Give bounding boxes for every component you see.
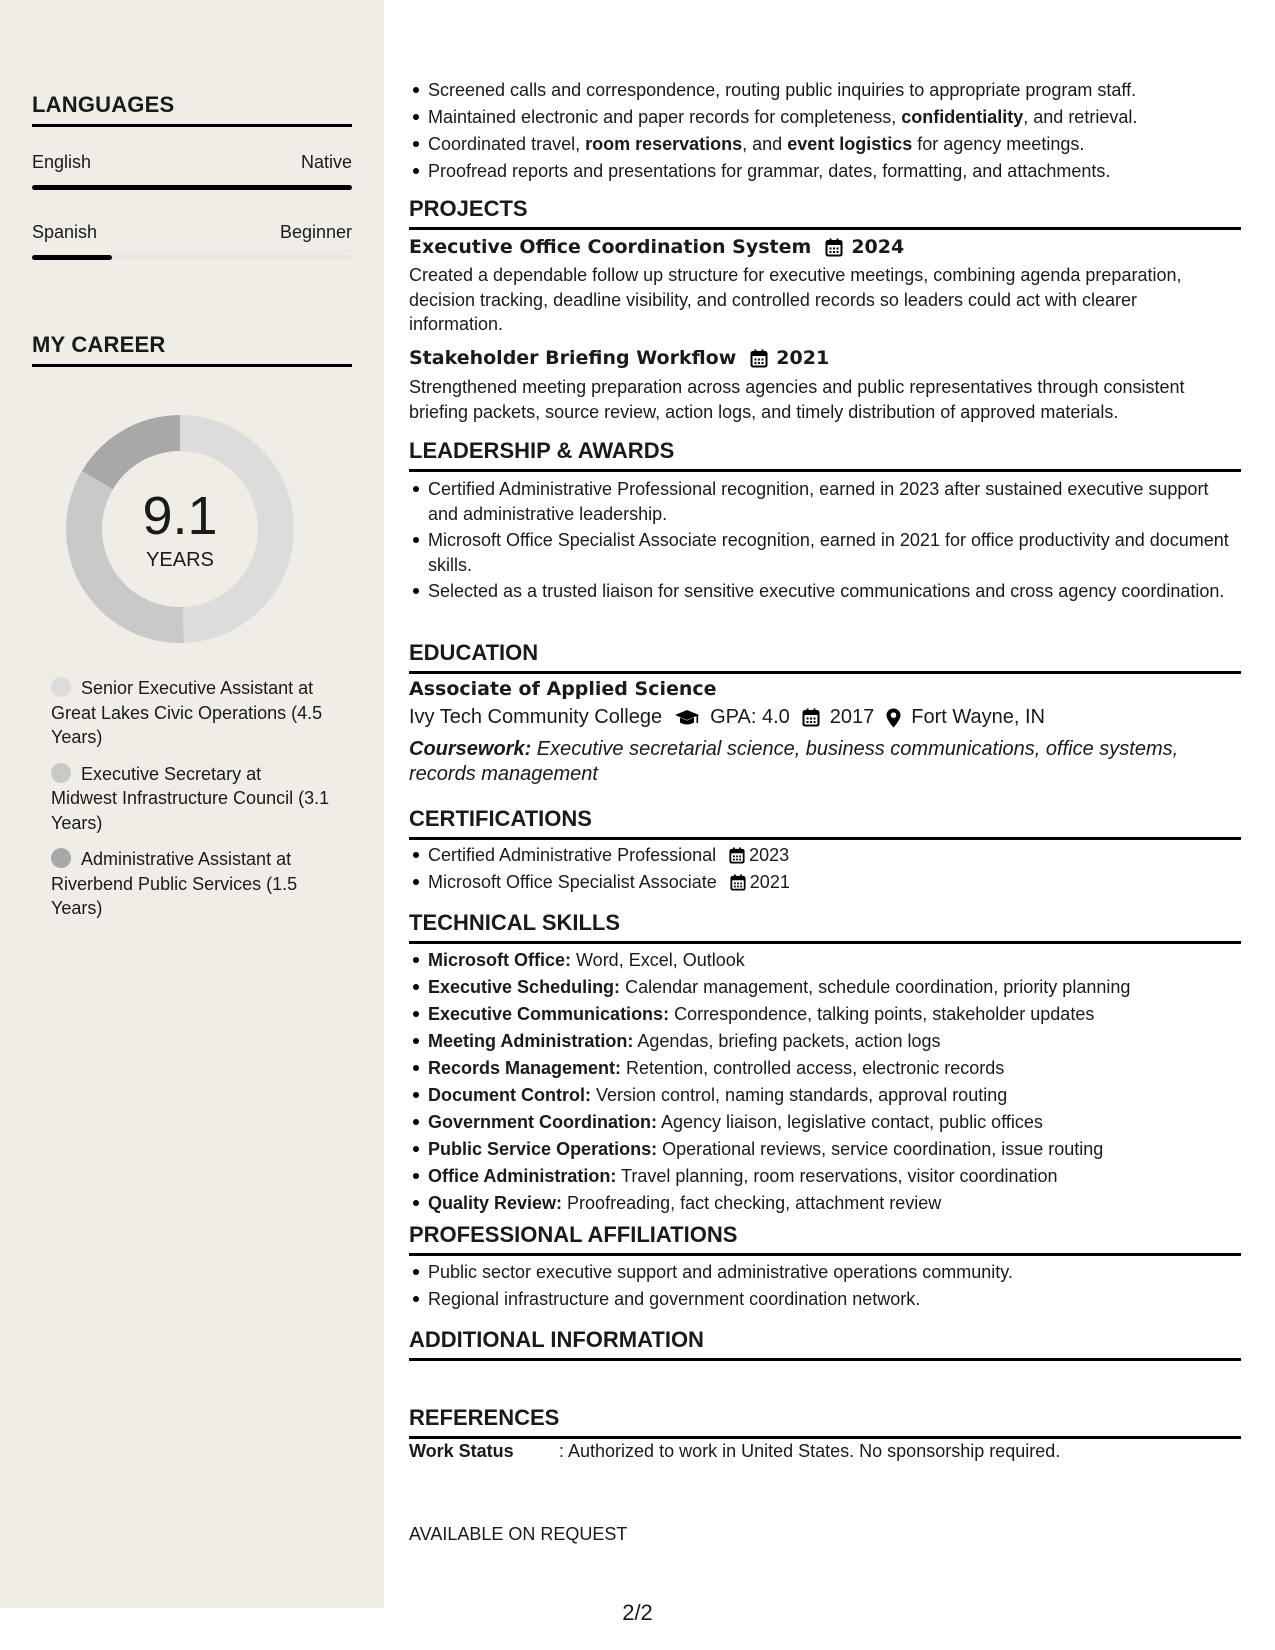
bold-text: Document Control: (428, 1085, 591, 1105)
language-proficiency-bar (32, 185, 352, 190)
career-item-text: Senior Executive Assistant at Great Lakes Civic Operations (4.5 Years) (51, 678, 323, 747)
bold-text: Public Service Operations: (428, 1139, 658, 1159)
career-total-years: 9.1 (142, 486, 218, 546)
career-item (51, 762, 331, 836)
skill-item (409, 1029, 1241, 1054)
text: Operational reviews, service coordination, issue routing (657, 1139, 1104, 1159)
list-item: Microsoft Office Specialist Associate recognition, earned in 2021 for office productivity and document skills. (409, 528, 1241, 577)
skill-item (409, 1164, 1241, 1189)
skills-heading: TECHNICAL SKILLS (409, 910, 1241, 944)
work-status-value: : Authorized to work in United States. No sponsorship required. (559, 1441, 1061, 1461)
languages-heading: LANGUAGES (32, 92, 352, 127)
text: Agency liaison, legislative contact, public offices (657, 1112, 1043, 1132)
calendar-icon (825, 238, 843, 257)
language-name: English (32, 152, 92, 172)
career-heading: MY CAREER (32, 332, 352, 367)
career-total-unit: YEARS (146, 549, 214, 571)
bold-text: event logistics (787, 134, 913, 154)
bold-text: Quality Review: (428, 1193, 563, 1213)
language-spanish (32, 222, 352, 260)
skill-item (409, 1191, 1241, 1216)
education-details (409, 706, 1045, 729)
degree-title: Associate of Applied Science (409, 678, 717, 700)
list-item (409, 843, 1241, 868)
certification-year: 2023 (749, 845, 790, 865)
list-item (409, 870, 1241, 895)
graduation-cap-icon (674, 709, 700, 727)
career-item-text: Executive Secretary at Midwest Infrastructure Council (3.1 Years) (51, 763, 330, 833)
calendar-icon (802, 708, 820, 727)
calendar-icon (730, 874, 746, 891)
skill-item (409, 975, 1241, 1000)
language-level: Native (300, 152, 352, 172)
project-title-row (409, 347, 829, 369)
career-legend-dot (51, 848, 71, 868)
career-section (32, 332, 352, 367)
page-number: 2/2 (622, 1600, 653, 1625)
list-item: Regional infrastructure and government coordination network. (409, 1287, 1241, 1312)
experience-bullets (409, 78, 1241, 186)
bold-text: Office Administration: (428, 1166, 617, 1186)
text: Proofread reports and presentations for grammar, dates, formatting, and attachments. (428, 161, 1111, 181)
list-item (409, 78, 1241, 103)
school-name: Ivy Tech Community College (409, 706, 663, 728)
location-pin-icon (886, 708, 901, 728)
project-description: Strengthened meeting preparation across agencies and public representatives through consistent briefing packets, source review, action logs, and timely distribution of approved materials. (409, 377, 1185, 422)
affiliations-list (409, 1260, 1241, 1314)
coursework-text: Executive secretarial science, business communications, office systems, records management (409, 738, 1179, 785)
career-legend-dot (51, 763, 71, 783)
career-list (51, 676, 331, 933)
list-item (409, 159, 1241, 184)
career-item (51, 676, 331, 750)
career-legend-dot (51, 677, 71, 697)
project-title: Executive Office Coordination System (409, 236, 812, 258)
bold-text: confidentiality (901, 107, 1024, 127)
certification-name: Certified Administrative Professional (428, 845, 717, 865)
bold-text: Records Management: (428, 1058, 622, 1078)
leadership-heading: LEADERSHIP & AWARDS (409, 438, 1241, 472)
school-location: Fort Wayne, IN (911, 706, 1045, 728)
calendar-icon (750, 349, 768, 368)
text: for agency meetings. (912, 134, 1085, 154)
languages-section (32, 92, 352, 127)
list-item: Public sector executive support and administrative operations community. (409, 1260, 1241, 1285)
text: Word, Excel, Outlook (571, 950, 745, 970)
text: Retention, controlled access, electronic records (621, 1058, 1005, 1078)
text: Screened calls and correspondence, routing public inquiries to appropriate program staff. (428, 80, 1137, 100)
project-year: 2024 (851, 236, 905, 258)
text: Calendar management, schedule coordination, priority planning (620, 977, 1131, 997)
coursework (409, 737, 1229, 787)
bold-text: Meeting Administration: (428, 1031, 634, 1051)
language-proficiency-fill (32, 185, 352, 190)
bold-text: Government Coordination: (428, 1112, 657, 1132)
projects-heading: PROJECTS (409, 196, 1241, 230)
calendar-icon (729, 847, 745, 864)
language-proficiency-bar (32, 255, 352, 260)
career-donut-chart (66, 415, 294, 643)
certification-name: Microsoft Office Specialist Associate (428, 872, 717, 892)
career-item (51, 847, 331, 921)
coursework-label: Coursework: (409, 738, 532, 760)
project-title: Stakeholder Briefing Workflow (409, 347, 737, 369)
bold-text: Microsoft Office: (428, 950, 572, 970)
certifications-heading: CERTIFICATIONS (409, 806, 1241, 840)
bold-text: Executive Scheduling: (428, 977, 621, 997)
affiliations-heading: PROFESSIONAL AFFILIATIONS (409, 1222, 1241, 1256)
list-item: Selected as a trusted liaison for sensitive executive communications and cross agency coordination. (409, 579, 1241, 604)
text: , and retrieval. (1023, 107, 1138, 127)
leadership-list (409, 477, 1241, 606)
language-level: Beginner (279, 222, 352, 242)
work-status-row (409, 1441, 1060, 1462)
additional-info-heading: ADDITIONAL INFORMATION (409, 1327, 1241, 1361)
skill-item (409, 1083, 1241, 1108)
list-item: Certified Administrative Professional recognition, earned in 2023 after sustained executive support and administrative leadership. (409, 477, 1241, 526)
text: Coordinated travel, (428, 134, 586, 154)
language-proficiency-fill (32, 255, 112, 260)
text: , and (742, 134, 788, 154)
text: Maintained electronic and paper records for completeness, (428, 107, 902, 127)
skill-item (409, 948, 1241, 973)
work-status-label: Work Status (409, 1441, 514, 1461)
skill-item (409, 1110, 1241, 1135)
skill-item (409, 1056, 1241, 1081)
skills-list (409, 948, 1241, 1218)
skill-item (409, 1137, 1241, 1162)
list-item (409, 132, 1241, 157)
text: Agendas, briefing packets, action logs (633, 1031, 941, 1051)
project-year: 2021 (776, 347, 830, 369)
gpa: GPA: 4.0 (710, 706, 790, 728)
language-english (32, 152, 352, 190)
bold-text: Executive Communications: (428, 1004, 670, 1024)
project-description: Created a dependable follow up structure for executive meetings, combining agenda preparation, decision tracking, deadline visibility, and controlled records so leaders could act with clearer information. (409, 265, 1182, 334)
education-heading: EDUCATION (409, 640, 1241, 674)
career-item-text: Administrative Assistant at Riverbend Public Services (1.5 Years) (51, 849, 298, 918)
language-name: Spanish (32, 222, 98, 242)
certifications-list (409, 843, 1241, 897)
text: Travel planning, room reservations, visitor coordination (616, 1166, 1058, 1186)
certification-year: 2021 (749, 872, 790, 892)
project-title-row (409, 236, 904, 258)
graduation-year: 2017 (829, 706, 875, 728)
text: Version control, naming standards, approval routing (590, 1085, 1008, 1105)
skill-item (409, 1002, 1241, 1027)
list-item (409, 105, 1241, 130)
references-heading: REFERENCES (409, 1405, 1241, 1439)
references-text: AVAILABLE ON REQUEST (409, 1524, 628, 1544)
bold-text: room reservations (585, 134, 743, 154)
text: Correspondence, talking points, stakeholder updates (669, 1004, 1095, 1024)
text: Proofreading, fact checking, attachment review (562, 1193, 942, 1213)
